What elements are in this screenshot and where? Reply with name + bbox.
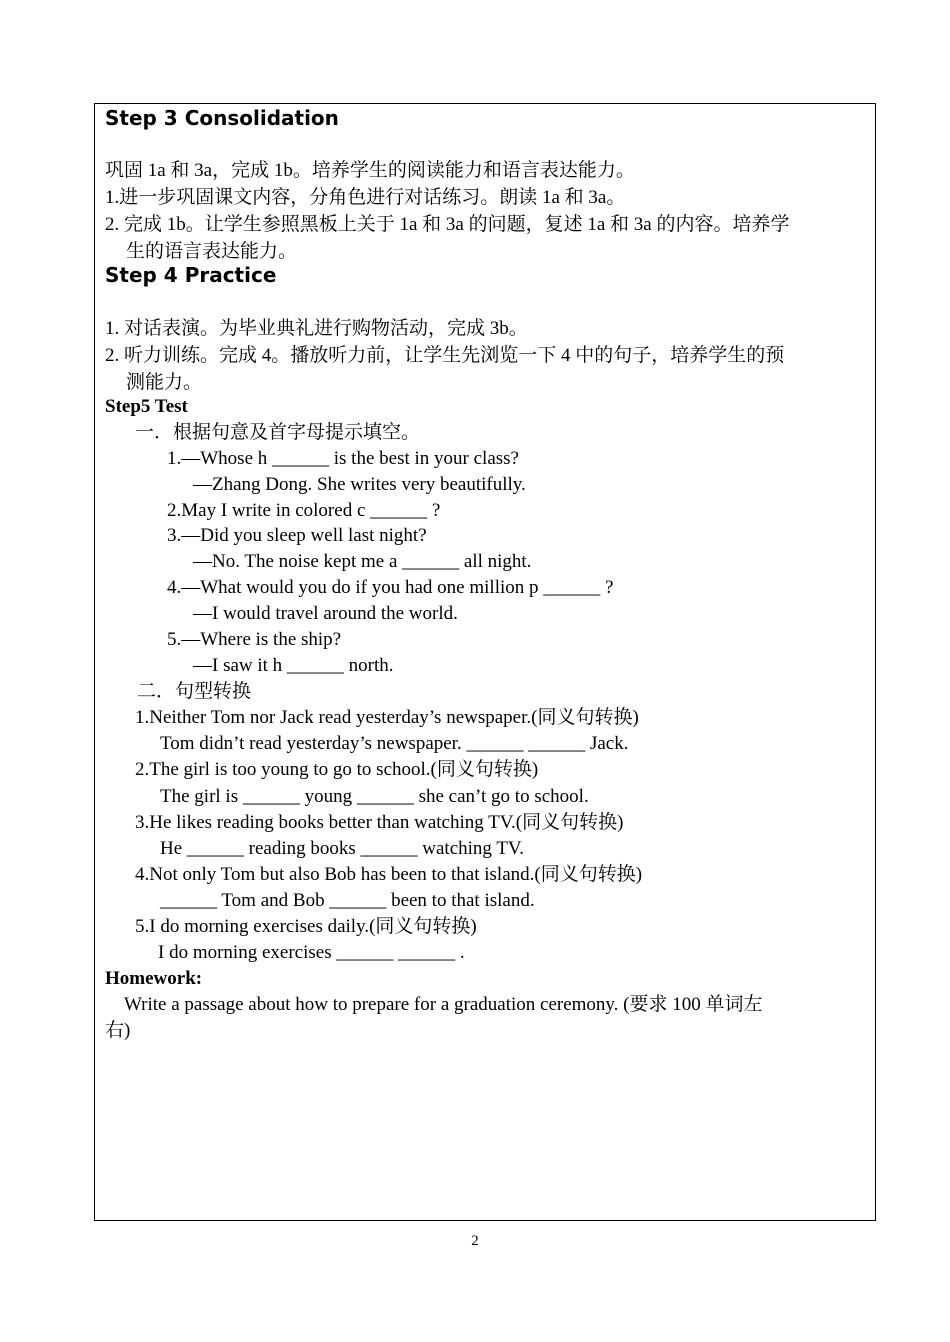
- step4-line-2: 2. 听力训练。完成 4。播放听力前，让学生先浏览一下 4 中的句子，培养学生的预: [105, 345, 785, 366]
- transform-2: 2.The girl is too young to go to school.(同义句转换): [135, 759, 539, 780]
- transform-5: 5.I do morning exercises daily.(同义句转换): [135, 916, 477, 937]
- transform-1: 1.Neither Tom nor Jack read yesterday’s newspaper.(同义句转换): [135, 707, 639, 728]
- homework-heading: Homework:: [105, 968, 203, 989]
- transform-3-answer: He ______ reading books ______ watching TV.: [160, 838, 524, 859]
- section1-title: 一．根据句意及首字母提示填空。: [135, 422, 421, 443]
- section2-title: 二．句型转换: [137, 681, 252, 702]
- question-3: 3.—Did you sleep well last night?: [167, 525, 427, 546]
- step3-line-2: 1.进一步巩固课文内容，分角色进行对话练习。朗读 1a 和 3a。: [105, 187, 626, 208]
- step3-heading: Step 3 Consolidation: [105, 106, 339, 130]
- step3-line-4: 生的语言表达能力。: [126, 241, 298, 262]
- answer-1: —Zhang Dong. She writes very beautifully.: [193, 474, 526, 495]
- step4-line-1: 1. 对话表演。为毕业典礼进行购物活动，完成 3b。: [105, 318, 528, 339]
- question-1: 1.—Whose h ______ is the best in your class?: [167, 448, 519, 469]
- transform-1-answer: Tom didn’t read yesterday’s newspaper. ______ ______ Jack.: [160, 733, 629, 754]
- transform-4: 4.Not only Tom but also Bob has been to that island.(同义句转换): [135, 864, 643, 885]
- homework-line-1: Write a passage about how to prepare for a graduation ceremony. (要求 100 单词左: [124, 994, 763, 1015]
- transform-3: 3.He likes reading books better than watching TV.(同义句转换): [135, 812, 624, 833]
- answer-5: —I saw it h ______ north.: [193, 655, 394, 676]
- question-2: 2.May I write in colored c ______ ?: [167, 500, 441, 521]
- homework-line-2: 右): [105, 1020, 131, 1041]
- answer-3: —No. The noise kept me a ______ all night.: [193, 551, 532, 572]
- step3-line-1: 巩固 1a 和 3a，完成 1b。培养学生的阅读能力和语言表达能力。: [105, 160, 635, 181]
- step4-line-3: 测能力。: [126, 372, 203, 393]
- step4-heading: Step 4 Practice: [105, 263, 277, 287]
- page-number: 2: [471, 1233, 479, 1249]
- transform-4-answer: ______ Tom and Bob ______ been to that island.: [160, 890, 535, 911]
- transform-5-answer: I do morning exercises ______ ______ .: [158, 942, 465, 963]
- question-5: 5.—Where is the ship?: [167, 629, 342, 650]
- transform-2-answer: The girl is ______ young ______ she can’t go to school.: [160, 786, 589, 807]
- answer-4: —I would travel around the world.: [193, 603, 458, 624]
- question-4: 4.—What would you do if you had one million p ______ ?: [167, 577, 614, 598]
- step3-line-3: 2. 完成 1b。让学生参照黑板上关于 1a 和 3a 的问题，复述 1a 和 3a 的内容。培养学: [105, 214, 790, 235]
- step5-heading: Step5 Test: [105, 396, 188, 417]
